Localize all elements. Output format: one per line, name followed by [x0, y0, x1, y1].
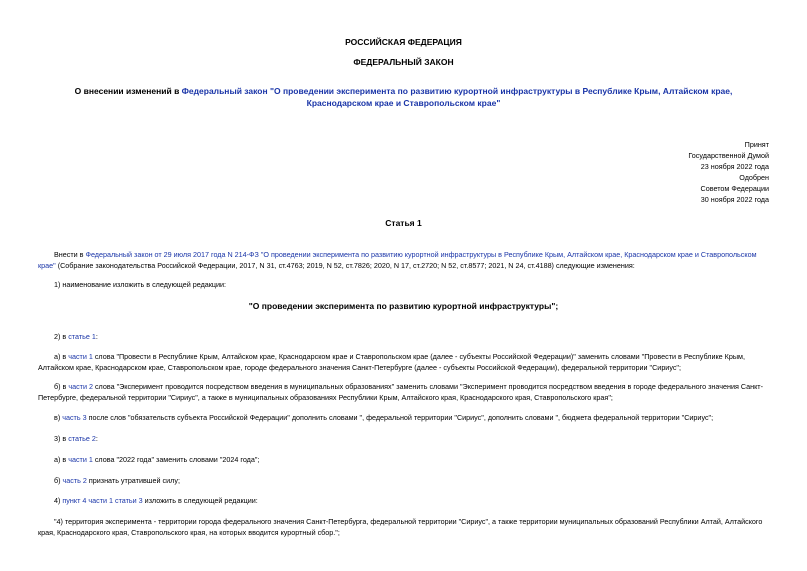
- approved-label: Одобрен: [739, 173, 769, 182]
- item-3a-post: слова "2022 года" заменить словами "2024 года";: [92, 455, 260, 464]
- part-3-link[interactable]: часть 3: [62, 413, 87, 422]
- adoption-block: [688, 139, 769, 205]
- item-3a-pre: а) в: [54, 455, 69, 464]
- part-2-link[interactable]: части 2: [68, 382, 93, 391]
- item-2c-pre: в): [54, 413, 63, 422]
- item-3b-pre: б): [54, 476, 63, 485]
- law-type-heading: ФЕДЕРАЛЬНЫЙ ЗАКОН: [353, 57, 454, 67]
- item-2b-post: слова "Эксперимент проводится посредством введения в муниципальных образованиях" заменить словами "Эксперимент проводится посредством введения в городе федерального значения Санкт-Петербурге, федеральной территории "Сириус", а также в муниципальных образованиях Республики Крым, Алтайского края, Краснодарского края, Ставропольского края";: [38, 382, 763, 402]
- item-2c-post: после слов "обязательств субъекта Российской Федерации" дополнить словами ", федеральной территории "Сириус", дополнить словами ", бюджета федеральной территории "Сириус";: [86, 413, 714, 422]
- intro-pre: Внести в: [54, 250, 86, 259]
- intro-paragraph: [38, 249, 770, 271]
- item-3b: [38, 475, 770, 486]
- approved-by: Советом Федерации: [700, 184, 769, 193]
- new-title: "О проведении эксперимента по развитию курортной инфраструктуры";: [248, 301, 559, 311]
- law-title-link[interactable]: Федеральный закон "О проведении эксперимента по развитию курортной инфраструктуры в Республике Крым, Алтайском крае,: [181, 86, 733, 96]
- law-title-link-continued[interactable]: Краснодарском крае и Ставропольском крае": [306, 98, 501, 108]
- item-4: [38, 495, 770, 506]
- article-2-link[interactable]: статье 2: [68, 434, 96, 443]
- article-2-part-2-link[interactable]: часть 2: [62, 476, 87, 485]
- item-4-pre: 4): [54, 496, 63, 505]
- item-2: [38, 331, 770, 342]
- intro-post: (Собрание законодательства Российской Федерации, 2017, N 31, ст.4763; 2019, N 52, ст.7826; 2020, N 17, ст.2720; N 52, ст.8577; 2021, N 24, ст.4188) следующие изменения:: [55, 261, 635, 270]
- item-4-post: изложить в следующей редакции:: [142, 496, 258, 505]
- item-2b: [38, 381, 770, 403]
- item-3: [38, 433, 770, 444]
- amended-law-link[interactable]: Федеральный закон от 29 июля 2017 года N 214-ФЗ "О проведении эксперимента по развитию курортной инфраструктуры в Республике Крым, Алтайском крае, Краснодарском крае и Ставропольском крае": [38, 250, 757, 270]
- article-2-part-1-link[interactable]: части 1: [68, 455, 93, 464]
- item-3a: [38, 454, 770, 465]
- article-1-link[interactable]: статье 1: [68, 332, 96, 341]
- item-2a-post: слова "Провести в Республике Крым, Алтайском крае, Краснодарском крае и Ставропольском крае (далее - субъекты Российской Федерации)" заменить словами "Провести в Республике Крым, Алтайском крае, Краснодарском крае, Ставропольском крае, городе федерального значения Санкт-Петербурге (далее - субъекты Российской Федерации), федеральной территории "Сириус";: [38, 352, 745, 372]
- item-4-quote: "4) территория эксперимента - территории города федерального значения Санкт-Петербурга, федеральной территории "Сириус", а также территории муниципальных образований Республики Алтай, Алтайского края, Краснодарского края, Ставропольского края, на которых вводится курортный сбор.";: [38, 517, 763, 537]
- item-2a-pre: а) в: [54, 352, 69, 361]
- law-title-prefix: О внесении изменений в: [74, 86, 182, 96]
- adopted-by: Государственной Думой: [688, 151, 769, 160]
- item-3-post: :: [95, 434, 98, 443]
- item-2a: [38, 351, 770, 373]
- item-3-pre: 3) в: [54, 434, 69, 443]
- article-3-item-4-link[interactable]: пункт 4 части 1 статьи 3: [62, 496, 143, 505]
- part-1-link[interactable]: части 1: [68, 352, 93, 361]
- item-1: 1) наименование изложить в следующей редакции:: [54, 280, 227, 289]
- adopted-label: Принят: [744, 140, 769, 149]
- article-heading: Статья 1: [385, 218, 422, 228]
- approved-date: 30 ноября 2022 года: [700, 195, 769, 204]
- law-title: [0, 85, 807, 109]
- item-2-pre: 2) в: [54, 332, 69, 341]
- adopted-date: 23 ноября 2022 года: [700, 162, 769, 171]
- country-heading: РОССИЙСКАЯ ФЕДЕРАЦИЯ: [345, 37, 462, 47]
- item-2-post: :: [95, 332, 98, 341]
- item-3b-post: признать утратившей силу;: [86, 476, 180, 485]
- item-2b-pre: б) в: [54, 382, 69, 391]
- item-2c: [38, 412, 770, 423]
